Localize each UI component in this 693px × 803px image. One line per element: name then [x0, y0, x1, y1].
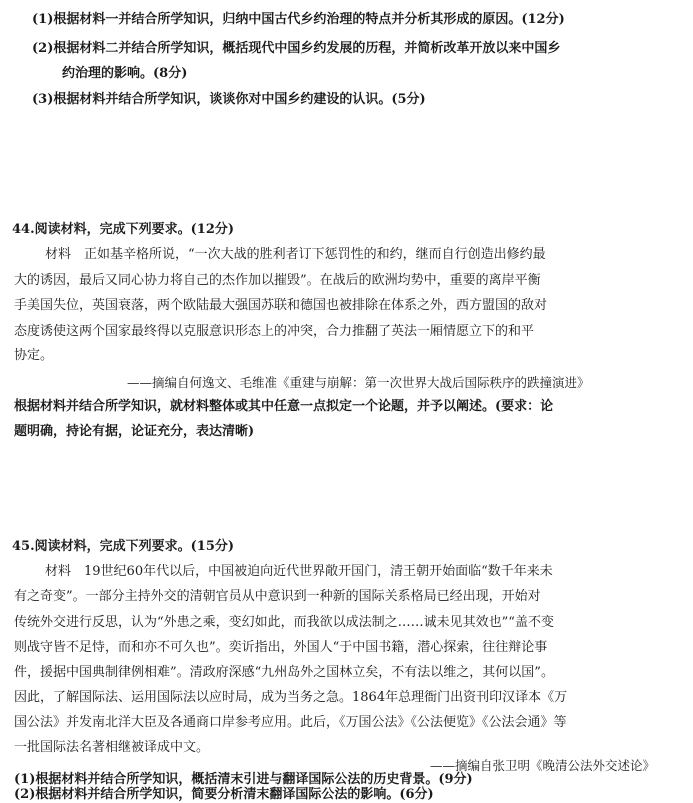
q45-material-line3: 传统外交进行反思，认为“外患之乘，变幻如此，而我欲以成法制之……诚未见其效也”“盖不变 [14, 615, 554, 630]
q43-sub2-line1: (2)根据材料二并结合所学知识，概括现代中国乡约发展的历程，并简析改革开放以来中国乡 [32, 41, 561, 56]
q44-material-line5: 协定。 [14, 348, 54, 363]
q44-material-line3: 手美国失位，英国衰落，两个欧陆最大强国苏联和德国也被排除在体系之外，西方盟国的敌对 [14, 298, 548, 313]
q43-sub1: (1)根据材料一并结合所学知识，归纳中国古代乡约治理的特点并分析其形成的原因。(12分) [32, 12, 565, 27]
q44-source: ——摘编自何逸文、毛维准《重建与崩解：第一次世界大战后国际秩序的跌撞演进》 [127, 375, 590, 390]
q45-material-line7: 国公法》并发南北洋大臣及各通商口岸参考应用。此后，《万国公法》《公法便览》《公法会通》等 [14, 715, 567, 730]
q44-material-line1: 材料 正如基辛格所说，“一次大战的胜利者订下惩罚性的和约，继而自行创造出修约最 [45, 247, 546, 262]
q43-sub3: (3)根据材料并结合所学知识，谈谈你对中国乡约建设的认识。(5分) [32, 92, 426, 107]
q45-material-line2: 有之奇变”。一部分主持外交的清朝官员从中意识到一种新的国际关系格局已经出现，开始对 [14, 589, 541, 604]
q45-sub1: (1)根据材料并结合所学知识，概括清末引进与翻译国际公法的历史背景。(9分) [14, 772, 473, 787]
q45-heading: 45.阅读材料，完成下列要求。(15分) [12, 539, 235, 554]
q45-sub2: (2)根据材料并结合所学知识，简要分析清末翻译国际公法的影响。(6分) [14, 787, 434, 802]
q45-material-line4: 则战守皆不足恃，而和亦不可久也”。奕䜣指出，外国人“于中国书籍，潜心探索，往往辩论事 [14, 640, 548, 655]
q44-material-line2: 大的诱因，最后又同心协力将自己的杰作加以摧毁”。在战后的欧洲均势中，重要的离岸平衡 [14, 273, 541, 288]
q45-material-line6: 因此，了解国际法、运用国际法以应时局，成为当务之急。1864年总理衙门出资刊印汉译本《万 [14, 690, 568, 705]
q45-material-line1: 材料 19世纪60年代以后，中国被迫向近代世界敞开国门，清王朝开始面临“数千年来未 [45, 564, 553, 579]
q45-material-line5: 件，援据中国典制律例相难”。清政府深感“九州岛外之国林立矣，不有法以维之，其何以国”。 [14, 665, 554, 680]
q44-task-line2: 题明确，持论有据，论证充分，表达清晰) [14, 424, 255, 439]
q45-source: ——摘编自张卫明《晚清公法外交述论》 [430, 758, 656, 773]
q44-task-line1: 根据材料并结合所学知识，就材料整体或其中任意一点拟定一个论题，并予以阐述。(要求：论 [14, 399, 554, 414]
q45-material-line8: 一批国际法名著相继被译成中文。 [14, 740, 210, 755]
q44-heading: 44.阅读材料，完成下列要求。(12分) [12, 222, 235, 237]
q43-sub2-line2: 约治理的影响。(8分) [62, 66, 188, 81]
q44-material-line4: 态度诱使这两个国家最终得以克服意识形态上的冲突，合力推翻了英法一厢情愿立下的和平 [14, 324, 535, 339]
